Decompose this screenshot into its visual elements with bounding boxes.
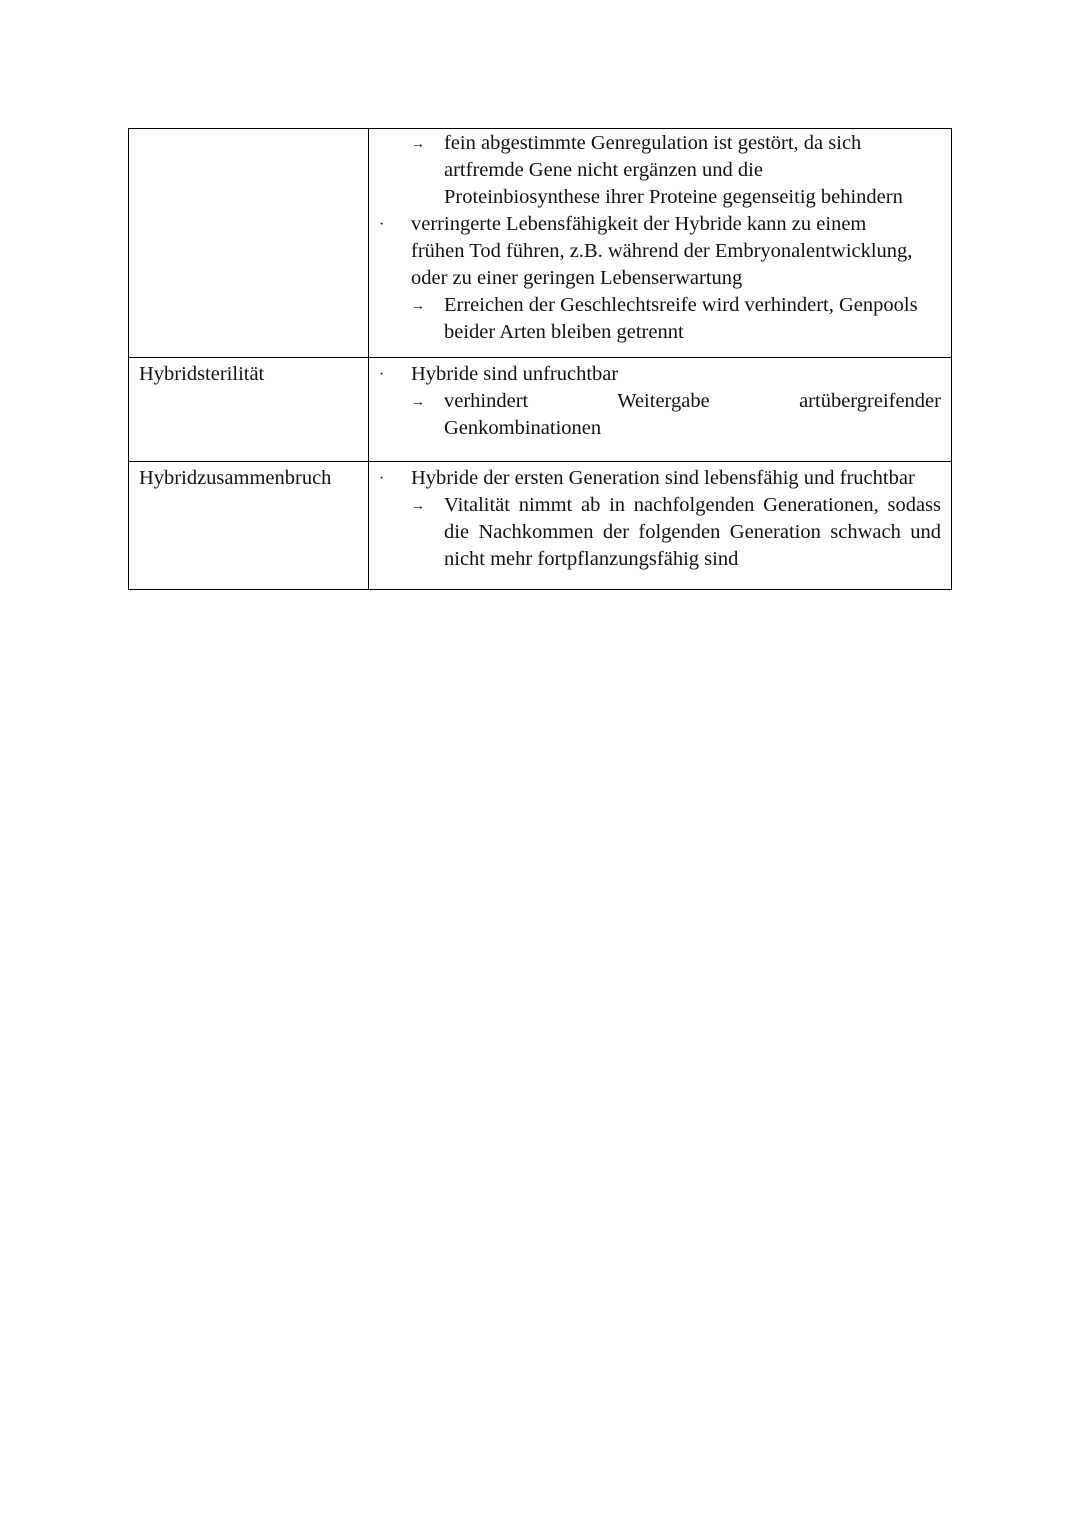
text-line: Vitalität nimmt ab in nachfolgenden Generationen, sodass xyxy=(444,494,941,516)
arrow-item xyxy=(369,130,941,211)
text-line: oder zu einer geringen Lebenserwartung xyxy=(411,267,743,289)
text-line: Proteinbiosynthese ihrer Proteine gegenseitig behindern xyxy=(444,186,903,208)
arrow-item xyxy=(369,492,941,573)
bullet-item xyxy=(369,211,941,292)
text-line: verhindert Weitergabe artübergreifender xyxy=(444,390,941,412)
text-line: Hybride der ersten Generation sind lebensfähig und fruchtbar xyxy=(411,467,915,489)
bullet-item xyxy=(369,361,941,388)
bullet-icon: · xyxy=(379,216,385,233)
row-content-cell xyxy=(369,462,952,590)
arrow-icon: → xyxy=(411,395,425,410)
text-line: frühen Tod führen, z.B. während der Embryonalentwicklung, xyxy=(411,240,913,262)
text-line: Genkombinationen xyxy=(444,417,602,439)
row-content-cell xyxy=(369,358,952,462)
row-label-cell xyxy=(129,129,369,358)
row-label: Hybridzusammenbruch xyxy=(139,467,332,489)
arrow-item xyxy=(369,292,941,346)
row-content-cell xyxy=(369,129,952,358)
table-row xyxy=(129,462,952,590)
table-row xyxy=(129,129,952,358)
bullet-icon: · xyxy=(379,470,385,487)
arrow-icon: → xyxy=(411,299,425,314)
bullet-item xyxy=(369,465,941,492)
table-row xyxy=(129,358,952,462)
arrow-icon: → xyxy=(411,499,425,514)
row-label-cell xyxy=(129,462,369,590)
text-line: nicht mehr fortpflanzungsfähig sind xyxy=(444,548,739,570)
text-line: Erreichen der Geschlechtsreife wird verhindert, Genpools xyxy=(444,294,918,316)
text-line: Hybride sind unfruchtbar xyxy=(411,363,619,385)
document-table xyxy=(128,128,952,590)
arrow-icon: → xyxy=(411,137,425,152)
text-line: fein abgestimmte Genregulation ist gestört, da sich xyxy=(444,132,862,154)
bullet-icon: · xyxy=(379,366,385,383)
text-line: beider Arten bleiben getrennt xyxy=(444,321,684,343)
row-label: Hybridsterilität xyxy=(139,363,265,385)
text-line: die Nachkommen der folgenden Generation schwach und xyxy=(444,521,941,543)
row-label-cell xyxy=(129,358,369,462)
arrow-item xyxy=(369,388,941,442)
text-line: verringerte Lebensfähigkeit der Hybride kann zu einem xyxy=(411,213,867,235)
text-line: artfremde Gene nicht ergänzen und die xyxy=(444,159,763,181)
